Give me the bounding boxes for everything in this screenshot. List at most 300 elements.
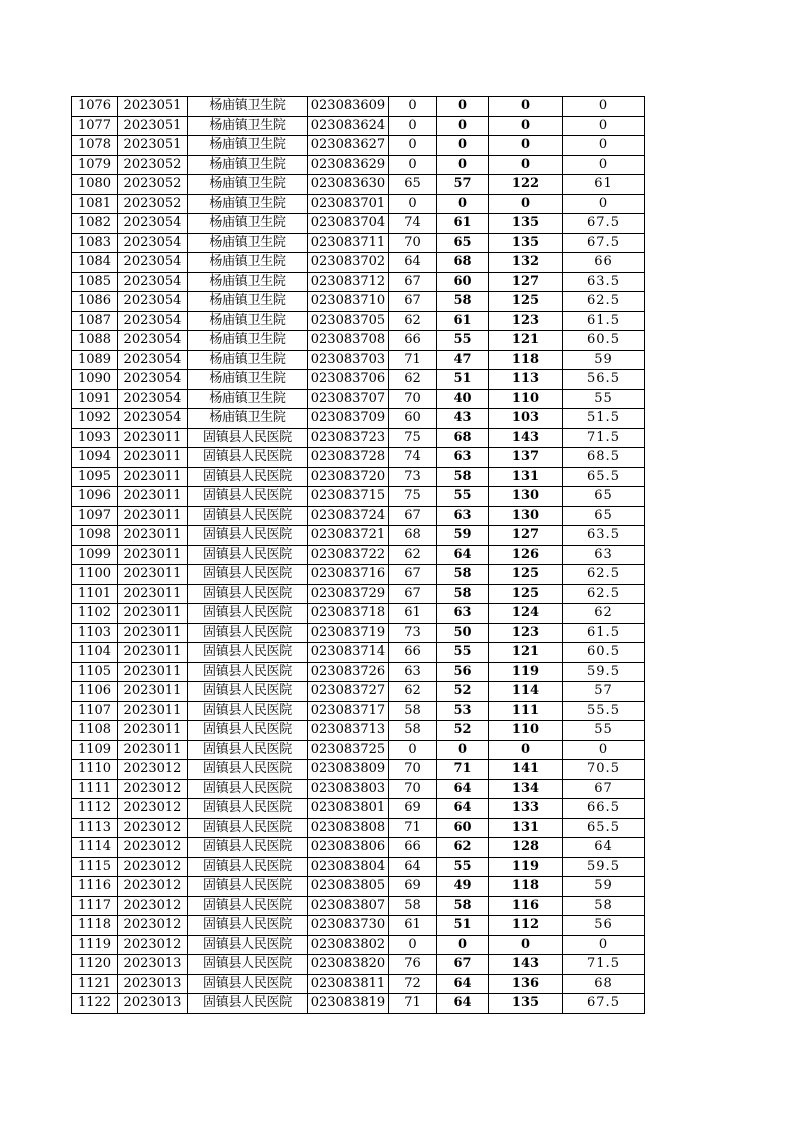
cell-score-1: 0 [389, 136, 437, 156]
cell-score-1: 62 [389, 682, 437, 702]
cell-admission-ticket: 023083624 [308, 116, 389, 136]
cell-admission-ticket: 023083705 [308, 311, 389, 331]
cell-position-code: 2023012 [118, 760, 188, 780]
cell-score-1: 70 [389, 233, 437, 253]
cell-hiring-unit: 固镇县人民医院 [188, 955, 308, 975]
cell-admission-ticket: 023083720 [308, 467, 389, 487]
cell-hiring-unit: 杨庙镇卫生院 [188, 233, 308, 253]
cell-admission-ticket: 023083727 [308, 682, 389, 702]
cell-score-1: 75 [389, 428, 437, 448]
cell-total-score: 130 [489, 487, 563, 507]
cell-sequence-number: 1089 [72, 350, 118, 370]
cell-score-1: 71 [389, 994, 437, 1014]
cell-hiring-unit: 固镇县人民医院 [188, 818, 308, 838]
cell-total-score: 0 [489, 136, 563, 156]
cell-admission-ticket: 023083724 [308, 506, 389, 526]
cell-sequence-number: 1085 [72, 272, 118, 292]
table-row [72, 428, 645, 448]
cell-score-2: 61 [437, 311, 489, 331]
cell-final-score: 0 [563, 136, 645, 156]
cell-position-code: 2023011 [118, 565, 188, 585]
cell-score-2: 55 [437, 487, 489, 507]
cell-position-code: 2023011 [118, 545, 188, 565]
table-row [72, 116, 645, 136]
cell-sequence-number: 1112 [72, 799, 118, 819]
cell-hiring-unit: 固镇县人民医院 [188, 916, 308, 936]
cell-score-2: 47 [437, 350, 489, 370]
table-row [72, 604, 645, 624]
cell-position-code: 2023052 [118, 194, 188, 214]
cell-position-code: 2023012 [118, 838, 188, 858]
table-row [72, 155, 645, 175]
table-row [72, 955, 645, 975]
cell-admission-ticket: 023083809 [308, 760, 389, 780]
cell-final-score: 63.5 [563, 272, 645, 292]
cell-position-code: 2023011 [118, 740, 188, 760]
table-row [72, 584, 645, 604]
cell-score-1: 74 [389, 448, 437, 468]
cell-hiring-unit: 杨庙镇卫生院 [188, 409, 308, 429]
cell-score-2: 60 [437, 272, 489, 292]
cell-hiring-unit: 固镇县人民医院 [188, 448, 308, 468]
cell-score-1: 69 [389, 799, 437, 819]
table-row [72, 233, 645, 253]
cell-score-2: 0 [437, 740, 489, 760]
table-row [72, 935, 645, 955]
cell-score-1: 67 [389, 292, 437, 312]
cell-hiring-unit: 固镇县人民医院 [188, 877, 308, 897]
cell-final-score: 59.5 [563, 857, 645, 877]
cell-score-1: 58 [389, 701, 437, 721]
cell-total-score: 119 [489, 857, 563, 877]
cell-admission-ticket: 023083802 [308, 935, 389, 955]
cell-admission-ticket: 023083819 [308, 994, 389, 1014]
cell-position-code: 2023011 [118, 506, 188, 526]
cell-score-2: 64 [437, 994, 489, 1014]
cell-sequence-number: 1081 [72, 194, 118, 214]
cell-final-score: 62 [563, 604, 645, 624]
cell-hiring-unit: 杨庙镇卫生院 [188, 253, 308, 273]
cell-position-code: 2023012 [118, 799, 188, 819]
cell-admission-ticket: 023083715 [308, 487, 389, 507]
cell-position-code: 2023011 [118, 428, 188, 448]
cell-admission-ticket: 023083811 [308, 974, 389, 994]
score-table [71, 96, 645, 1014]
cell-position-code: 2023012 [118, 877, 188, 897]
cell-position-code: 2023011 [118, 526, 188, 546]
cell-score-1: 66 [389, 643, 437, 663]
cell-admission-ticket: 023083627 [308, 136, 389, 156]
cell-total-score: 118 [489, 877, 563, 897]
cell-admission-ticket: 023083719 [308, 623, 389, 643]
cell-final-score: 63 [563, 545, 645, 565]
cell-total-score: 119 [489, 662, 563, 682]
cell-score-2: 0 [437, 194, 489, 214]
cell-total-score: 141 [489, 760, 563, 780]
table-row [72, 311, 645, 331]
cell-score-2: 0 [437, 116, 489, 136]
cell-hiring-unit: 固镇县人民医院 [188, 760, 308, 780]
cell-score-1: 67 [389, 565, 437, 585]
cell-score-1: 61 [389, 604, 437, 624]
cell-position-code: 2023011 [118, 467, 188, 487]
cell-position-code: 2023054 [118, 272, 188, 292]
cell-score-2: 63 [437, 506, 489, 526]
cell-score-2: 61 [437, 214, 489, 234]
cell-position-code: 2023011 [118, 623, 188, 643]
cell-admission-ticket: 023083728 [308, 448, 389, 468]
cell-admission-ticket: 023083629 [308, 155, 389, 175]
table-row [72, 896, 645, 916]
cell-position-code: 2023011 [118, 584, 188, 604]
cell-sequence-number: 1120 [72, 955, 118, 975]
cell-position-code: 2023051 [118, 116, 188, 136]
cell-score-2: 53 [437, 701, 489, 721]
cell-score-2: 58 [437, 584, 489, 604]
table-row [72, 643, 645, 663]
cell-sequence-number: 1100 [72, 565, 118, 585]
cell-position-code: 2023054 [118, 233, 188, 253]
table-row [72, 916, 645, 936]
cell-hiring-unit: 杨庙镇卫生院 [188, 175, 308, 195]
cell-admission-ticket: 023083805 [308, 877, 389, 897]
cell-sequence-number: 1098 [72, 526, 118, 546]
cell-position-code: 2023011 [118, 682, 188, 702]
cell-admission-ticket: 023083722 [308, 545, 389, 565]
cell-final-score: 64 [563, 838, 645, 858]
cell-total-score: 143 [489, 428, 563, 448]
table-row [72, 740, 645, 760]
cell-final-score: 59 [563, 877, 645, 897]
cell-score-2: 55 [437, 857, 489, 877]
cell-position-code: 2023054 [118, 389, 188, 409]
cell-sequence-number: 1119 [72, 935, 118, 955]
cell-sequence-number: 1105 [72, 662, 118, 682]
cell-final-score: 68 [563, 974, 645, 994]
cell-position-code: 2023012 [118, 935, 188, 955]
table-row [72, 370, 645, 390]
cell-final-score: 65 [563, 487, 645, 507]
cell-final-score: 55.5 [563, 701, 645, 721]
cell-hiring-unit: 固镇县人民医院 [188, 701, 308, 721]
cell-hiring-unit: 固镇县人民医院 [188, 838, 308, 858]
table-row [72, 331, 645, 351]
cell-score-2: 71 [437, 760, 489, 780]
cell-hiring-unit: 固镇县人民医院 [188, 623, 308, 643]
cell-position-code: 2023054 [118, 331, 188, 351]
cell-position-code: 2023054 [118, 350, 188, 370]
cell-hiring-unit: 杨庙镇卫生院 [188, 331, 308, 351]
cell-sequence-number: 1104 [72, 643, 118, 663]
cell-admission-ticket: 023083713 [308, 721, 389, 741]
cell-score-2: 0 [437, 136, 489, 156]
cell-sequence-number: 1094 [72, 448, 118, 468]
cell-sequence-number: 1093 [72, 428, 118, 448]
cell-total-score: 127 [489, 272, 563, 292]
cell-score-2: 49 [437, 877, 489, 897]
cell-score-2: 52 [437, 721, 489, 741]
table-row [72, 448, 645, 468]
cell-position-code: 2023011 [118, 487, 188, 507]
cell-admission-ticket: 023083630 [308, 175, 389, 195]
cell-sequence-number: 1097 [72, 506, 118, 526]
cell-final-score: 71.5 [563, 428, 645, 448]
cell-admission-ticket: 023083709 [308, 409, 389, 429]
cell-position-code: 2023051 [118, 136, 188, 156]
cell-admission-ticket: 023083716 [308, 565, 389, 585]
cell-total-score: 110 [489, 721, 563, 741]
cell-score-2: 55 [437, 331, 489, 351]
cell-score-2: 0 [437, 935, 489, 955]
cell-position-code: 2023012 [118, 818, 188, 838]
cell-hiring-unit: 固镇县人民医院 [188, 545, 308, 565]
cell-sequence-number: 1095 [72, 467, 118, 487]
cell-admission-ticket: 023083808 [308, 818, 389, 838]
table-row [72, 877, 645, 897]
cell-hiring-unit: 固镇县人民医院 [188, 857, 308, 877]
cell-position-code: 2023054 [118, 214, 188, 234]
cell-score-2: 67 [437, 955, 489, 975]
cell-score-2: 63 [437, 448, 489, 468]
cell-hiring-unit: 杨庙镇卫生院 [188, 194, 308, 214]
cell-sequence-number: 1091 [72, 389, 118, 409]
cell-sequence-number: 1106 [72, 682, 118, 702]
cell-score-2: 43 [437, 409, 489, 429]
cell-total-score: 122 [489, 175, 563, 195]
cell-position-code: 2023011 [118, 662, 188, 682]
cell-sequence-number: 1114 [72, 838, 118, 858]
table-row [72, 760, 645, 780]
table-row [72, 467, 645, 487]
cell-total-score: 121 [489, 331, 563, 351]
cell-score-1: 69 [389, 877, 437, 897]
table-row [72, 214, 645, 234]
cell-admission-ticket: 023083723 [308, 428, 389, 448]
cell-score-1: 66 [389, 838, 437, 858]
cell-final-score: 62.5 [563, 565, 645, 585]
cell-admission-ticket: 023083710 [308, 292, 389, 312]
cell-final-score: 59 [563, 350, 645, 370]
cell-score-1: 62 [389, 545, 437, 565]
cell-total-score: 114 [489, 682, 563, 702]
cell-final-score: 60.5 [563, 643, 645, 663]
cell-final-score: 66 [563, 253, 645, 273]
cell-score-1: 66 [389, 331, 437, 351]
cell-sequence-number: 1111 [72, 779, 118, 799]
cell-total-score: 125 [489, 292, 563, 312]
cell-score-1: 76 [389, 955, 437, 975]
cell-final-score: 0 [563, 116, 645, 136]
cell-sequence-number: 1108 [72, 721, 118, 741]
cell-total-score: 131 [489, 818, 563, 838]
cell-score-2: 55 [437, 643, 489, 663]
cell-admission-ticket: 023083718 [308, 604, 389, 624]
cell-final-score: 0 [563, 935, 645, 955]
table-row [72, 409, 645, 429]
cell-score-1: 73 [389, 467, 437, 487]
cell-final-score: 55 [563, 389, 645, 409]
cell-admission-ticket: 023083801 [308, 799, 389, 819]
cell-final-score: 65.5 [563, 818, 645, 838]
cell-total-score: 130 [489, 506, 563, 526]
cell-sequence-number: 1103 [72, 623, 118, 643]
cell-position-code: 2023012 [118, 896, 188, 916]
cell-score-2: 59 [437, 526, 489, 546]
cell-total-score: 110 [489, 389, 563, 409]
cell-score-1: 0 [389, 97, 437, 117]
cell-score-2: 63 [437, 604, 489, 624]
cell-final-score: 68.5 [563, 448, 645, 468]
cell-hiring-unit: 固镇县人民医院 [188, 467, 308, 487]
table-row [72, 779, 645, 799]
cell-hiring-unit: 杨庙镇卫生院 [188, 272, 308, 292]
cell-score-2: 60 [437, 818, 489, 838]
cell-admission-ticket: 023083730 [308, 916, 389, 936]
cell-hiring-unit: 固镇县人民医院 [188, 799, 308, 819]
cell-sequence-number: 1110 [72, 760, 118, 780]
cell-final-score: 71.5 [563, 955, 645, 975]
cell-total-score: 0 [489, 155, 563, 175]
cell-admission-ticket: 023083704 [308, 214, 389, 234]
cell-total-score: 128 [489, 838, 563, 858]
cell-final-score: 62.5 [563, 292, 645, 312]
cell-score-2: 51 [437, 916, 489, 936]
cell-sequence-number: 1088 [72, 331, 118, 351]
cell-score-1: 63 [389, 662, 437, 682]
cell-score-1: 62 [389, 311, 437, 331]
cell-hiring-unit: 固镇县人民医院 [188, 487, 308, 507]
table-row [72, 974, 645, 994]
cell-final-score: 60.5 [563, 331, 645, 351]
cell-score-2: 62 [437, 838, 489, 858]
cell-total-score: 113 [489, 370, 563, 390]
cell-position-code: 2023011 [118, 721, 188, 741]
cell-total-score: 111 [489, 701, 563, 721]
cell-score-1: 67 [389, 584, 437, 604]
cell-admission-ticket: 023083701 [308, 194, 389, 214]
cell-final-score: 56.5 [563, 370, 645, 390]
table-row [72, 389, 645, 409]
cell-total-score: 126 [489, 545, 563, 565]
cell-position-code: 2023012 [118, 916, 188, 936]
cell-score-1: 73 [389, 623, 437, 643]
cell-hiring-unit: 杨庙镇卫生院 [188, 350, 308, 370]
cell-sequence-number: 1107 [72, 701, 118, 721]
cell-total-score: 103 [489, 409, 563, 429]
cell-score-1: 75 [389, 487, 437, 507]
cell-score-2: 51 [437, 370, 489, 390]
cell-final-score: 56 [563, 916, 645, 936]
cell-final-score: 67.5 [563, 994, 645, 1014]
cell-position-code: 2023052 [118, 155, 188, 175]
cell-score-2: 57 [437, 175, 489, 195]
cell-position-code: 2023054 [118, 311, 188, 331]
cell-score-1: 70 [389, 779, 437, 799]
cell-score-1: 64 [389, 253, 437, 273]
cell-total-score: 124 [489, 604, 563, 624]
cell-total-score: 121 [489, 643, 563, 663]
cell-total-score: 125 [489, 565, 563, 585]
cell-hiring-unit: 固镇县人民医院 [188, 896, 308, 916]
cell-total-score: 123 [489, 311, 563, 331]
cell-score-2: 68 [437, 428, 489, 448]
cell-admission-ticket: 023083729 [308, 584, 389, 604]
table-row [72, 838, 645, 858]
cell-final-score: 57 [563, 682, 645, 702]
cell-score-2: 64 [437, 799, 489, 819]
cell-total-score: 135 [489, 994, 563, 1014]
cell-final-score: 67.5 [563, 214, 645, 234]
table-row [72, 857, 645, 877]
cell-score-1: 70 [389, 760, 437, 780]
cell-admission-ticket: 023083703 [308, 350, 389, 370]
cell-hiring-unit: 固镇县人民医院 [188, 526, 308, 546]
table-row [72, 272, 645, 292]
cell-score-1: 67 [389, 506, 437, 526]
table-row [72, 701, 645, 721]
cell-sequence-number: 1092 [72, 409, 118, 429]
cell-sequence-number: 1121 [72, 974, 118, 994]
cell-hiring-unit: 固镇县人民医院 [188, 662, 308, 682]
table-row [72, 292, 645, 312]
cell-total-score: 118 [489, 350, 563, 370]
cell-hiring-unit: 固镇县人民医院 [188, 584, 308, 604]
cell-sequence-number: 1080 [72, 175, 118, 195]
cell-total-score: 132 [489, 253, 563, 273]
cell-sequence-number: 1109 [72, 740, 118, 760]
cell-admission-ticket: 023083712 [308, 272, 389, 292]
cell-sequence-number: 1102 [72, 604, 118, 624]
cell-total-score: 135 [489, 214, 563, 234]
cell-final-score: 61 [563, 175, 645, 195]
cell-hiring-unit: 杨庙镇卫生院 [188, 370, 308, 390]
cell-total-score: 0 [489, 194, 563, 214]
cell-hiring-unit: 固镇县人民医院 [188, 740, 308, 760]
cell-position-code: 2023012 [118, 857, 188, 877]
cell-final-score: 65.5 [563, 467, 645, 487]
cell-admission-ticket: 023083820 [308, 955, 389, 975]
cell-sequence-number: 1122 [72, 994, 118, 1014]
table-row [72, 623, 645, 643]
cell-score-2: 56 [437, 662, 489, 682]
cell-score-1: 62 [389, 370, 437, 390]
cell-hiring-unit: 杨庙镇卫生院 [188, 389, 308, 409]
cell-total-score: 0 [489, 97, 563, 117]
table-row [72, 682, 645, 702]
cell-sequence-number: 1083 [72, 233, 118, 253]
cell-score-1: 72 [389, 974, 437, 994]
cell-total-score: 112 [489, 916, 563, 936]
cell-score-1: 71 [389, 350, 437, 370]
table-row [72, 487, 645, 507]
table-row [72, 194, 645, 214]
cell-score-2: 68 [437, 253, 489, 273]
table-row [72, 350, 645, 370]
cell-final-score: 58 [563, 896, 645, 916]
cell-score-1: 0 [389, 116, 437, 136]
cell-total-score: 134 [489, 779, 563, 799]
cell-sequence-number: 1087 [72, 311, 118, 331]
cell-admission-ticket: 023083609 [308, 97, 389, 117]
cell-hiring-unit: 固镇县人民医院 [188, 935, 308, 955]
cell-total-score: 143 [489, 955, 563, 975]
cell-sequence-number: 1079 [72, 155, 118, 175]
table-row [72, 545, 645, 565]
cell-score-2: 58 [437, 467, 489, 487]
cell-score-2: 64 [437, 779, 489, 799]
cell-score-1: 58 [389, 896, 437, 916]
cell-sequence-number: 1118 [72, 916, 118, 936]
